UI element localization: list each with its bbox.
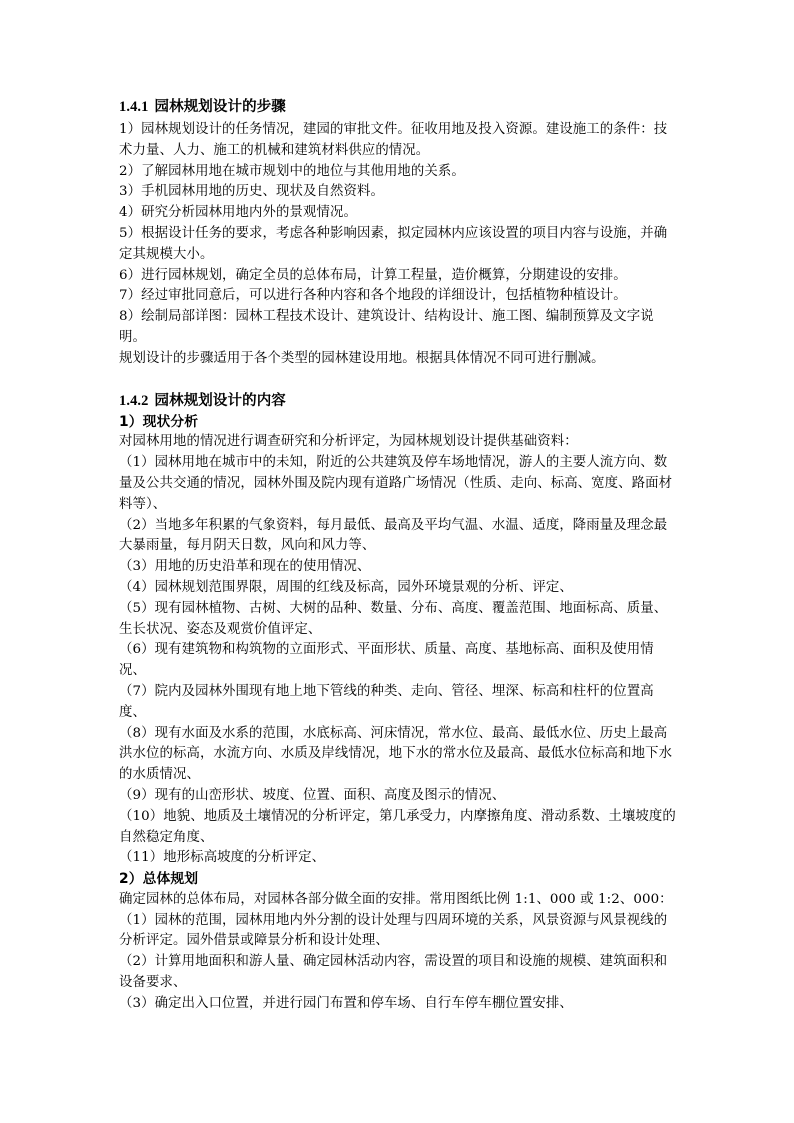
paragraph: 7）经过审批同意后，可以进行各种内容和各个地段的详细设计，包括植物种植设计。: [119, 288, 627, 304]
list-item: （10）地貌、地质及土壤情况的分析评定，第几承受力，内摩擦角度、滑动系数、土壤坡度的自然稳定角度、: [119, 808, 676, 845]
section-title: 园林规划设计的内容: [154, 392, 286, 409]
paragraph: 2）了解园林用地在城市规划中的地位与其他用地的关系。: [119, 163, 465, 179]
paragraph: 1）园林规划设计的任务情况，建园的审批文件。征收用地及投入资源。建设施工的条件：技术力量、人力、施工的机械和建筑材料供应的情况。: [119, 122, 668, 158]
list-item: （6）现有建筑物和构筑物的立面形式、平面形状、质量、高度、基地标高、面积及使用情况、: [119, 642, 654, 679]
list-item: （8）现有水面及水系的范围，水底标高、河床情况，常水位、最高、最低水位、历史上最高洪水位的标高，水流方向、水质及岸线情况，地下水的常水位及最高、最低水位标高和地下水的水质情况、: [119, 725, 673, 783]
subsection-title-master-plan: 2）总体规划: [119, 871, 199, 888]
paragraph: 5）根据设计任务的要求，考虑各种影响因素，拟定园林内应该设置的项目内容与设施，并确定其规模大小。: [119, 225, 668, 262]
paragraph: 规划设计的步骤适用于各个类型的园林建设用地。根据具体情况不同可进行删减。: [119, 350, 605, 366]
list-item: （2）计算用地面积和游人量、确定园林活动内容，需设置的项目和设施的规模、建筑面积和设备要求、: [119, 954, 668, 991]
list-item: （11）地形标高坡度的分析评定、: [119, 850, 326, 866]
paragraph: 3）手机园林用地的历史、现状及自然资料。: [119, 184, 384, 200]
list-item: （3）用地的历史沿革和现在的使用情况、: [119, 559, 371, 575]
paragraph: 对园林用地的情况进行调查研究和分析评定，为园林规划设计提供基础资料：: [119, 434, 578, 450]
paragraph: 4）研究分析园林用地内外的景观情况。: [119, 205, 357, 221]
section-heading-1-4-1: [119, 96, 679, 118]
list-item: （3）确定出入口位置，并进行园门布置和停车场、自行车停车棚位置安排、: [119, 995, 573, 1011]
list-item: （1）园林的范围，园林用地内外分割的设计处理与四周环境的关系，风景资源与风景视线的分析评定。园外借景或障景分析和设计处理、: [119, 912, 668, 949]
list-item: （4）园林规划范围界限，周围的红线及标高，园外环境景观的分析、评定、: [119, 579, 573, 595]
list-item: （1）园林用地在城市中的未知，附近的公共建筑及停车场地情况，游人的主要人流方向、数量及公共交通的情况，园林外围及院内现有道路广场情况（性质、走向、标高、宽度、路面材料等）、: [119, 455, 673, 512]
paragraph: 6）进行园林规划，确定全员的总体布局，计算工程量，造价概算，分期建设的安排。: [119, 267, 627, 283]
section-title: 园林规划设计的步骤: [154, 99, 286, 115]
section-number: 1.4.1: [119, 99, 149, 115]
list-item: （2）当地多年积累的气象资料，每月最低、最高及平均气温、水温、适度，降雨量及理念最大暴雨量，每月阴天日数，风向和风力等、: [119, 517, 668, 554]
subsection-title-status-analysis: 1）现状分析: [119, 413, 199, 430]
section-heading-1-4-2: [119, 390, 679, 412]
paragraph: 确定园林的总体布局，对园林各部分做全面的安排。常用图纸比例 1:1、000 或 1:2、000：: [119, 891, 673, 907]
paragraph: 8）绘制局部详图：园林工程技术设计、建筑设计、结构设计、施工图、编制预算及文字说明。: [119, 309, 654, 345]
document-body: [119, 96, 679, 1015]
list-item: （5）现有园林植物、古树、大树的品种、数量、分布、高度、覆盖范围、地面标高、质量、生长状况、姿态及观赏价值评定、: [119, 600, 668, 637]
list-item: （9）现有的山峦形状、坡度、位置、面积、高度及图示的情况、: [119, 787, 506, 803]
section-number: 1.4.2: [119, 392, 149, 409]
list-item: （7）院内及园林外围现有地上地下管线的种类、走向、管径、埋深、标高和柱杆的位置高度、: [119, 683, 654, 720]
